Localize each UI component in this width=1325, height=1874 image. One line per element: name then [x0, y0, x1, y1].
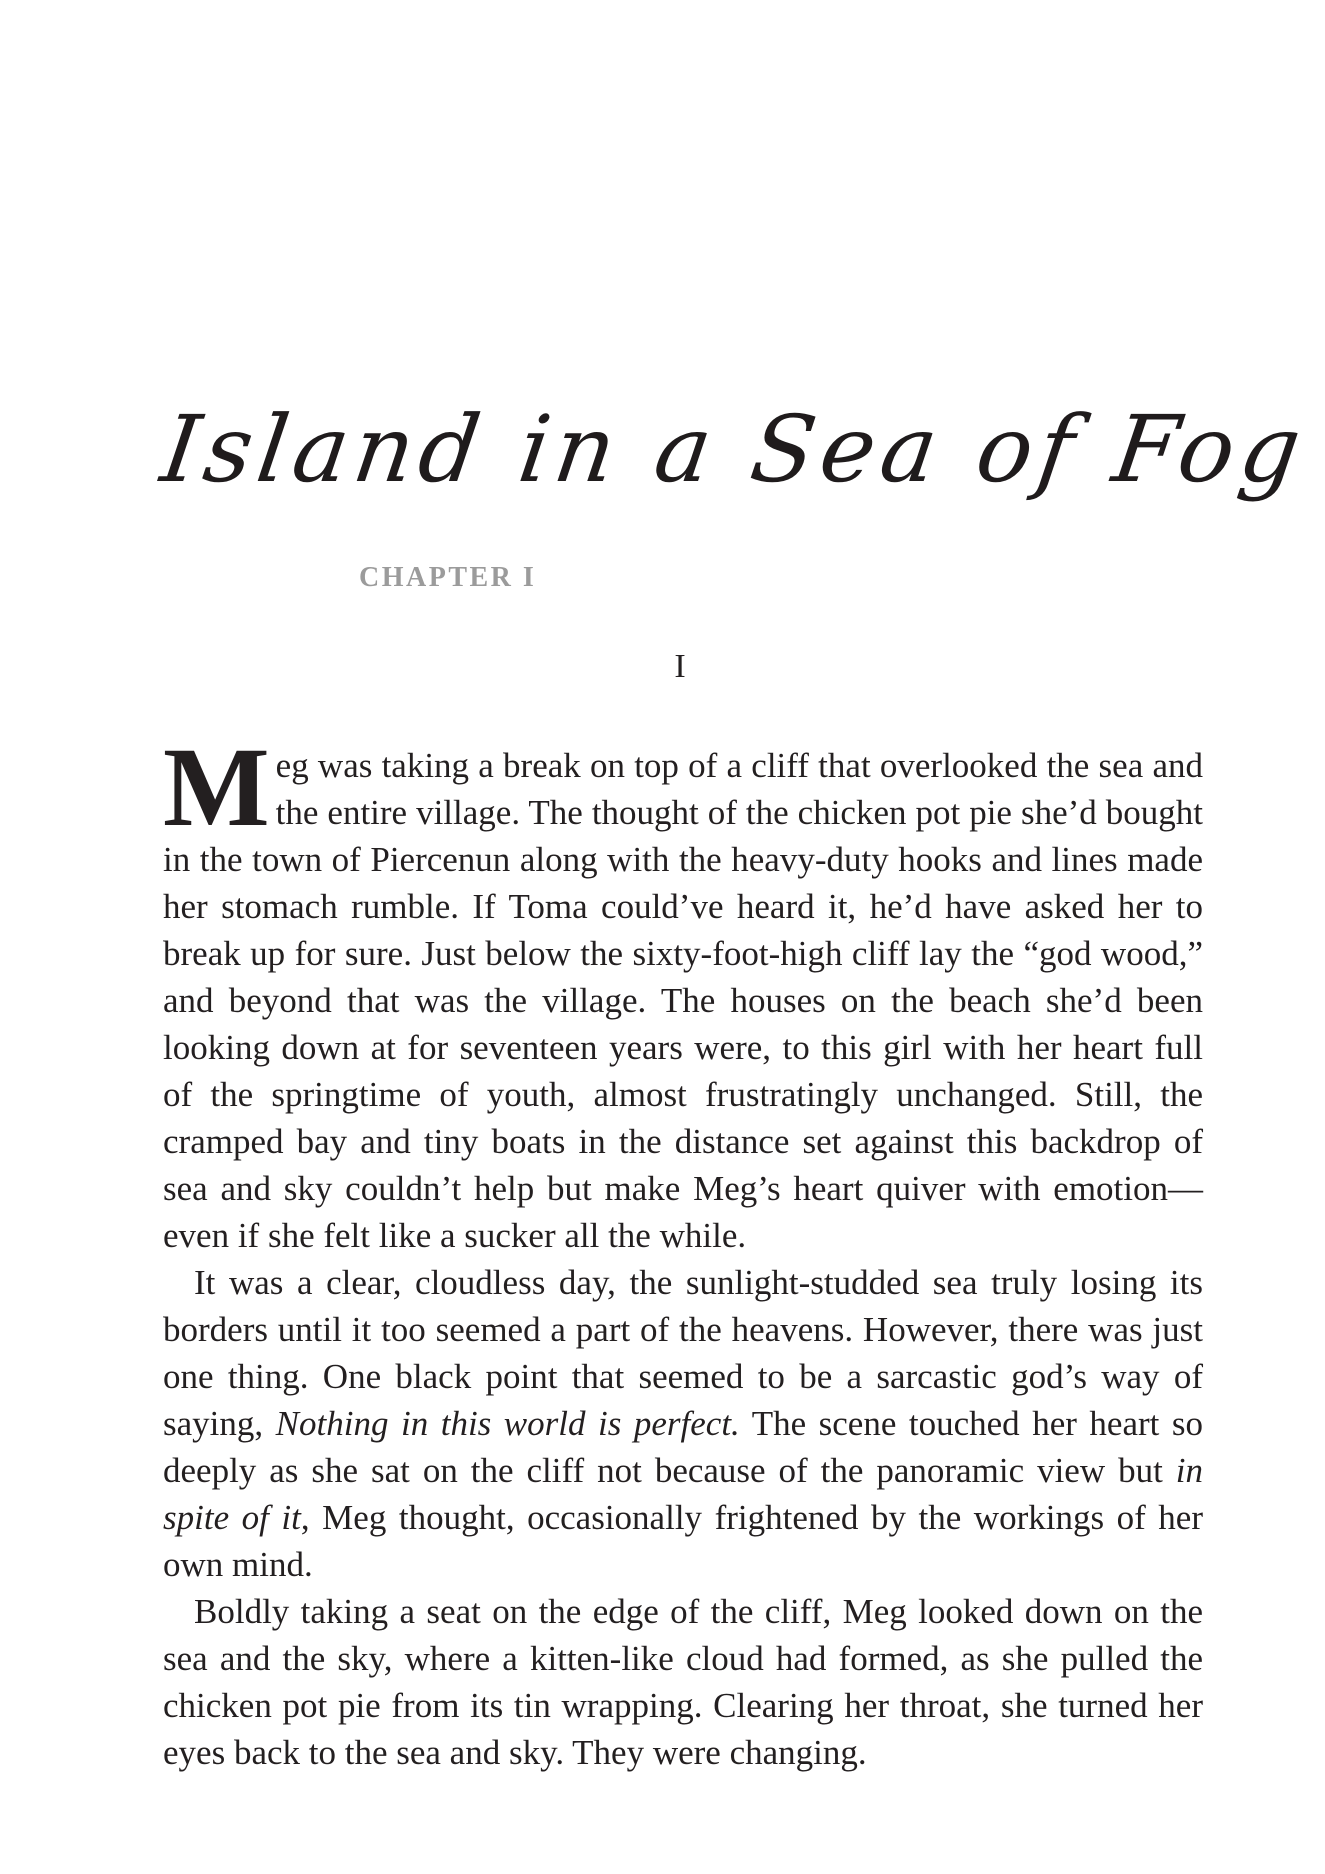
paragraph-2-italic-a: Nothing in this world is perfect.: [275, 1404, 740, 1443]
body-text: [163, 725, 1204, 1776]
paragraph-3-text: Boldly taking a seat on the edge of the cliff, Meg looked down on the sea and the sky, where a kitten-like cloud had formed, as she pulled the chicken pot pie from its tin wrapping. Clearing her throat, she turned her eyes back to the sea and sky. They were changing.: [163, 1592, 1203, 1772]
drop-cap: M: [163, 725, 270, 850]
paragraph-1: [163, 725, 1203, 1259]
section-numeral: I: [674, 648, 686, 685]
chapter-title: Island in a Sea of Fog: [155, 396, 1313, 503]
paragraph-2: [163, 1259, 1203, 1588]
paragraph-2-text-c: , Meg thought, occasionally frightened by the workings of her own mind.: [163, 1498, 1204, 1584]
paragraph-3: [163, 1588, 1203, 1776]
paragraph-2-italic-b: in spite of it: [163, 1451, 1203, 1537]
paragraph-1-text: eg was taking a break on top of a cliff that overlooked the sea and the entire village. The thought of the chicken pot pie she’d bought in the town of Piercenun along with the heavy-duty hooks and lines made her stomach rumble. If Toma could’ve heard it, he’d have asked her to break up for sure. Just below the sixty-foot-high cliff lay the “god wood,” and beyond that was the village. The houses on the beach she’d been looking down at for seventeen years were, to this girl with her heart full of the springtime of youth, almost frustratingly unchanged. Still, the cramped bay and tiny boats in the distance set against this backdrop of sea and sky couldn’t help but make Meg’s heart quiver with emotion—even if she felt like a sucker all the while.: [163, 746, 1203, 1255]
chapter-label: CHAPTER I: [359, 562, 537, 593]
paragraph-2-text-b: The scene touched her heart so deeply as she sat on the cliff not because of the panoramic view but: [163, 1404, 1203, 1490]
paragraph-2-text-a: It was a clear, cloudless day, the sunlight-studded sea truly losing its borders until it too seemed a part of the heavens. However, there was just one thing. One black point that seemed to be a sarcastic god’s way of saying,: [163, 1263, 1203, 1443]
